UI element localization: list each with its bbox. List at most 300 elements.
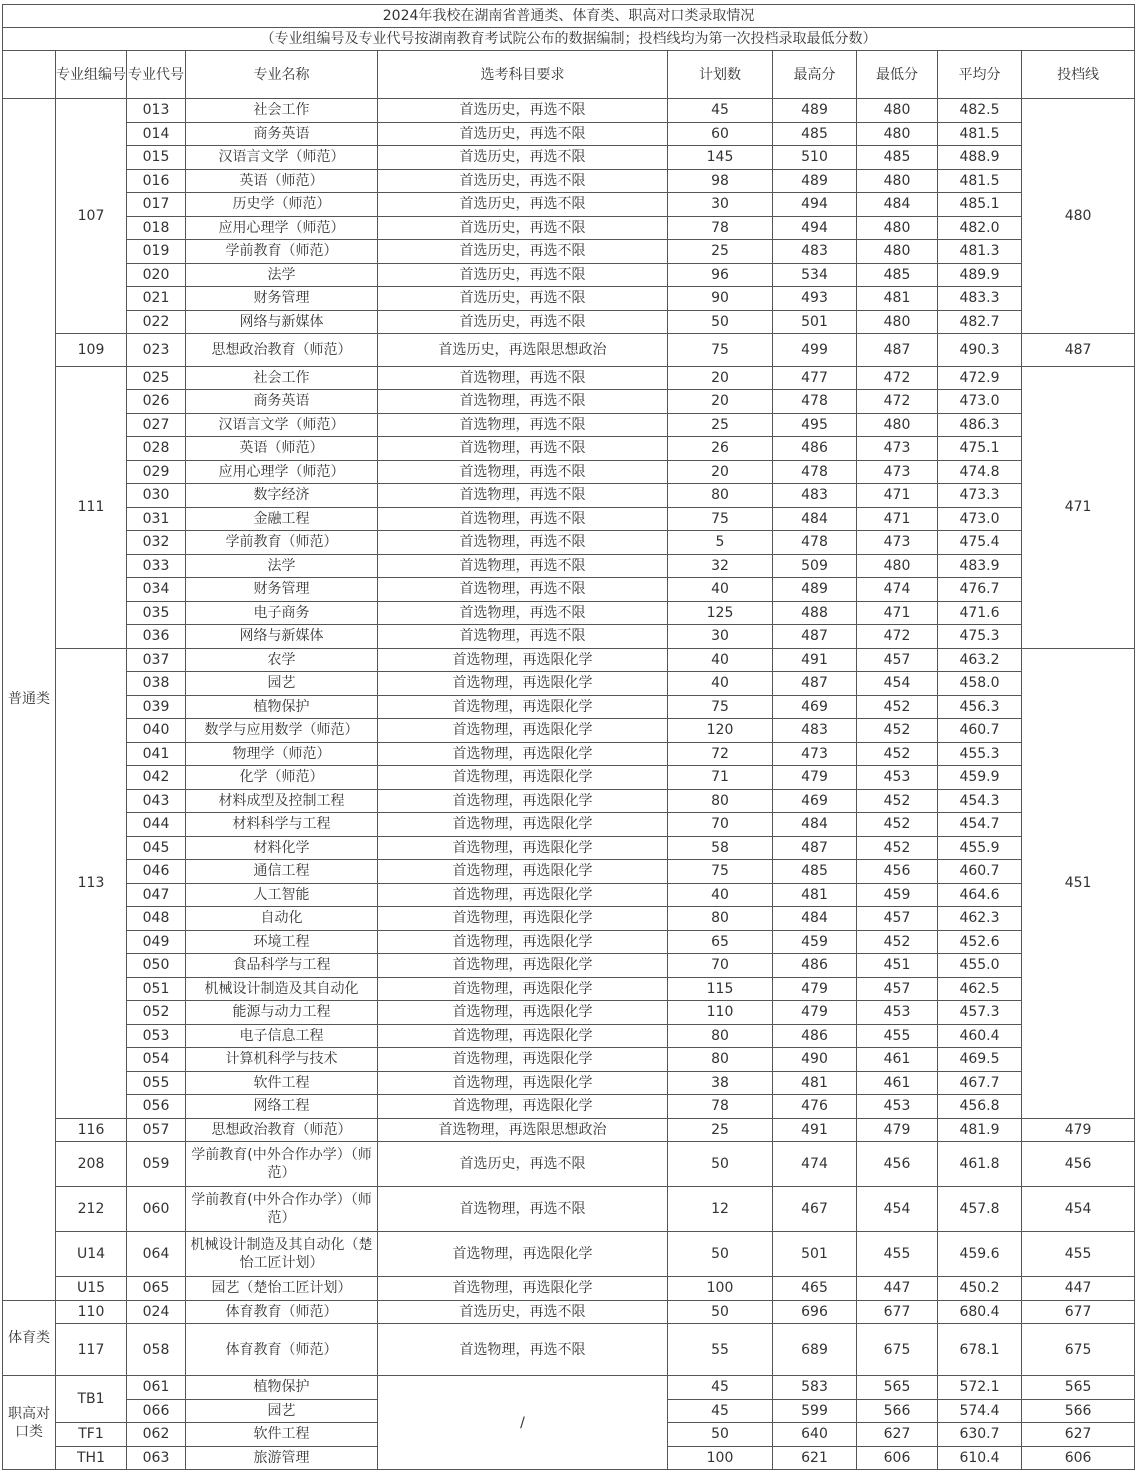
max-score: 485 bbox=[773, 122, 857, 146]
max-score: 478 bbox=[773, 390, 857, 414]
subject-requirement: 首选物理，再选限化学 bbox=[378, 836, 668, 860]
table-row bbox=[3, 216, 1135, 240]
min-score: 457 bbox=[857, 907, 938, 931]
major-code: 018 bbox=[127, 216, 186, 240]
major-name: 学前教育（师范） bbox=[186, 240, 378, 264]
min-score: 565 bbox=[857, 1376, 938, 1400]
header-min: 最低分 bbox=[857, 51, 938, 99]
table-row bbox=[3, 122, 1135, 146]
avg-score: 678.1 bbox=[938, 1324, 1022, 1376]
major-code: 056 bbox=[127, 1095, 186, 1119]
major-code: 064 bbox=[127, 1232, 186, 1277]
group-number: 116 bbox=[56, 1118, 127, 1142]
major-code: 014 bbox=[127, 122, 186, 146]
plan-count: 115 bbox=[668, 977, 773, 1001]
table-row bbox=[3, 695, 1135, 719]
major-name: 农学 bbox=[186, 648, 378, 672]
plan-count: 80 bbox=[668, 484, 773, 508]
avg-score: 482.5 bbox=[938, 99, 1022, 123]
avg-score: 461.8 bbox=[938, 1142, 1022, 1187]
plan-count: 75 bbox=[668, 507, 773, 531]
subject-requirement: / bbox=[378, 1376, 668, 1470]
table-row bbox=[3, 334, 1135, 367]
cutoff-score: 454 bbox=[1022, 1187, 1135, 1232]
avg-score: 475.3 bbox=[938, 625, 1022, 649]
table-row bbox=[3, 836, 1135, 860]
major-code: 047 bbox=[127, 883, 186, 907]
subject-requirement: 首选物理，再选不限 bbox=[378, 460, 668, 484]
max-score: 621 bbox=[773, 1446, 857, 1470]
major-name: 网络与新媒体 bbox=[186, 310, 378, 334]
max-score: 491 bbox=[773, 648, 857, 672]
major-name: 体育教育（师范） bbox=[186, 1324, 378, 1376]
avg-score: 475.4 bbox=[938, 531, 1022, 555]
cutoff-score: 479 bbox=[1022, 1118, 1135, 1142]
max-score: 493 bbox=[773, 287, 857, 311]
min-score: 480 bbox=[857, 216, 938, 240]
subject-requirement: 首选历史，再选不限 bbox=[378, 193, 668, 217]
min-score: 452 bbox=[857, 695, 938, 719]
major-name: 电子商务 bbox=[186, 601, 378, 625]
major-code: 051 bbox=[127, 977, 186, 1001]
major-name: 园艺 bbox=[186, 672, 378, 696]
major-name: 商务英语 bbox=[186, 122, 378, 146]
plan-count: 100 bbox=[668, 1277, 773, 1301]
major-name: 数字经济 bbox=[186, 484, 378, 508]
min-score: 456 bbox=[857, 860, 938, 884]
table-row bbox=[3, 977, 1135, 1001]
table-row bbox=[3, 648, 1135, 672]
max-score: 469 bbox=[773, 789, 857, 813]
subject-requirement: 首选物理，再选限化学 bbox=[378, 648, 668, 672]
subject-requirement: 首选历史，再选不限 bbox=[378, 99, 668, 123]
major-code: 015 bbox=[127, 146, 186, 170]
min-score: 457 bbox=[857, 648, 938, 672]
major-code: 013 bbox=[127, 99, 186, 123]
max-score: 479 bbox=[773, 1001, 857, 1025]
plan-count: 125 bbox=[668, 601, 773, 625]
subject-requirement: 首选物理，再选不限 bbox=[378, 601, 668, 625]
subject-requirement: 首选物理，再选限化学 bbox=[378, 954, 668, 978]
header-subjects: 选考科目要求 bbox=[378, 51, 668, 99]
plan-count: 72 bbox=[668, 742, 773, 766]
table-row bbox=[3, 1095, 1135, 1119]
avg-score: 471.6 bbox=[938, 601, 1022, 625]
max-score: 494 bbox=[773, 216, 857, 240]
subject-requirement: 首选历史，再选限思想政治 bbox=[378, 334, 668, 367]
subject-requirement: 首选历史，再选不限 bbox=[378, 263, 668, 287]
group-number: 208 bbox=[56, 1142, 127, 1187]
min-score: 471 bbox=[857, 507, 938, 531]
major-code: 053 bbox=[127, 1024, 186, 1048]
subject-requirement: 首选物理，再选不限 bbox=[378, 484, 668, 508]
plan-count: 60 bbox=[668, 122, 773, 146]
note-row bbox=[3, 28, 1135, 51]
min-score: 455 bbox=[857, 1024, 938, 1048]
max-score: 467 bbox=[773, 1187, 857, 1232]
header-avg: 平均分 bbox=[938, 51, 1022, 99]
major-name: 社会工作 bbox=[186, 99, 378, 123]
major-name: 法学 bbox=[186, 263, 378, 287]
subject-requirement: 首选历史，再选不限 bbox=[378, 1300, 668, 1324]
max-score: 478 bbox=[773, 531, 857, 555]
table-body bbox=[3, 5, 1135, 1470]
avg-score: 482.0 bbox=[938, 216, 1022, 240]
min-score: 453 bbox=[857, 1095, 938, 1119]
major-name: 能源与动力工程 bbox=[186, 1001, 378, 1025]
major-code: 019 bbox=[127, 240, 186, 264]
cutoff-score: 447 bbox=[1022, 1277, 1135, 1301]
plan-count: 50 bbox=[668, 310, 773, 334]
subject-requirement: 首选物理，再选限化学 bbox=[378, 1024, 668, 1048]
cutoff-score: 471 bbox=[1022, 366, 1135, 648]
avg-score: 455.0 bbox=[938, 954, 1022, 978]
min-score: 485 bbox=[857, 146, 938, 170]
plan-count: 45 bbox=[668, 1376, 773, 1400]
major-name: 英语（师范） bbox=[186, 169, 378, 193]
subject-requirement: 首选历史，再选不限 bbox=[378, 310, 668, 334]
table-title: 2024年我校在湖南省普通类、体育类、职高对口类录取情况 bbox=[3, 5, 1135, 28]
major-name: 旅游管理 bbox=[186, 1446, 378, 1470]
avg-score: 483.3 bbox=[938, 287, 1022, 311]
plan-count: 96 bbox=[668, 263, 773, 287]
avg-score: 481.3 bbox=[938, 240, 1022, 264]
major-code: 045 bbox=[127, 836, 186, 860]
plan-count: 25 bbox=[668, 1118, 773, 1142]
plan-count: 20 bbox=[668, 460, 773, 484]
avg-score: 460.7 bbox=[938, 860, 1022, 884]
group-number: TB1 bbox=[56, 1376, 127, 1423]
max-score: 501 bbox=[773, 310, 857, 334]
avg-score: 481.9 bbox=[938, 1118, 1022, 1142]
plan-count: 78 bbox=[668, 216, 773, 240]
cutoff-score: 455 bbox=[1022, 1232, 1135, 1277]
table-row bbox=[3, 1142, 1135, 1187]
min-score: 473 bbox=[857, 437, 938, 461]
plan-count: 80 bbox=[668, 1024, 773, 1048]
major-name: 汉语言文学（师范） bbox=[186, 413, 378, 437]
min-score: 461 bbox=[857, 1071, 938, 1095]
category-label: 普通类 bbox=[3, 99, 56, 1301]
subject-requirement: 首选物理，再选限化学 bbox=[378, 907, 668, 931]
table-row bbox=[3, 930, 1135, 954]
avg-score: 459.6 bbox=[938, 1232, 1022, 1277]
subject-requirement: 首选物理，再选限化学 bbox=[378, 813, 668, 837]
table-row bbox=[3, 99, 1135, 123]
major-code: 026 bbox=[127, 390, 186, 414]
table-row bbox=[3, 719, 1135, 743]
table-row bbox=[3, 507, 1135, 531]
avg-score: 458.0 bbox=[938, 672, 1022, 696]
min-score: 457 bbox=[857, 977, 938, 1001]
min-score: 453 bbox=[857, 1001, 938, 1025]
subject-requirement: 首选物理，再选限思想政治 bbox=[378, 1118, 668, 1142]
max-score: 481 bbox=[773, 883, 857, 907]
plan-count: 30 bbox=[668, 193, 773, 217]
min-score: 474 bbox=[857, 578, 938, 602]
min-score: 452 bbox=[857, 813, 938, 837]
avg-score: 680.4 bbox=[938, 1300, 1022, 1324]
avg-score: 459.9 bbox=[938, 766, 1022, 790]
subject-requirement: 首选物理，再选不限 bbox=[378, 366, 668, 390]
max-score: 489 bbox=[773, 578, 857, 602]
plan-count: 30 bbox=[668, 625, 773, 649]
subject-requirement: 首选物理，再选限化学 bbox=[378, 789, 668, 813]
table-row bbox=[3, 531, 1135, 555]
plan-count: 50 bbox=[668, 1232, 773, 1277]
max-score: 696 bbox=[773, 1300, 857, 1324]
plan-count: 25 bbox=[668, 413, 773, 437]
table-row bbox=[3, 1001, 1135, 1025]
major-name: 金融工程 bbox=[186, 507, 378, 531]
avg-score: 457.3 bbox=[938, 1001, 1022, 1025]
max-score: 474 bbox=[773, 1142, 857, 1187]
plan-count: 20 bbox=[668, 390, 773, 414]
major-code: 037 bbox=[127, 648, 186, 672]
subject-requirement: 首选物理，再选限化学 bbox=[378, 766, 668, 790]
table-row bbox=[3, 813, 1135, 837]
table-row bbox=[3, 1277, 1135, 1301]
cutoff-score: 451 bbox=[1022, 648, 1135, 1118]
subject-requirement: 首选物理，再选不限 bbox=[378, 625, 668, 649]
plan-count: 40 bbox=[668, 883, 773, 907]
major-code: 059 bbox=[127, 1142, 186, 1187]
max-score: 486 bbox=[773, 437, 857, 461]
plan-count: 78 bbox=[668, 1095, 773, 1119]
table-row bbox=[3, 766, 1135, 790]
major-name: 化学（师范） bbox=[186, 766, 378, 790]
table-row bbox=[3, 390, 1135, 414]
table-row bbox=[3, 484, 1135, 508]
max-score: 486 bbox=[773, 954, 857, 978]
subject-requirement: 首选历史，再选不限 bbox=[378, 287, 668, 311]
min-score: 453 bbox=[857, 766, 938, 790]
major-code: 034 bbox=[127, 578, 186, 602]
table-row bbox=[3, 601, 1135, 625]
major-code: 048 bbox=[127, 907, 186, 931]
table-row bbox=[3, 789, 1135, 813]
major-name: 财务管理 bbox=[186, 287, 378, 311]
major-name: 环境工程 bbox=[186, 930, 378, 954]
major-name: 植物保护 bbox=[186, 1376, 378, 1400]
subject-requirement: 首选物理，再选限化学 bbox=[378, 1277, 668, 1301]
max-score: 481 bbox=[773, 1071, 857, 1095]
table-row bbox=[3, 672, 1135, 696]
subject-requirement: 首选物理，再选不限 bbox=[378, 437, 668, 461]
table-row bbox=[3, 169, 1135, 193]
major-name: 材料化学 bbox=[186, 836, 378, 860]
subject-requirement: 首选物理，再选不限 bbox=[378, 390, 668, 414]
major-code: 044 bbox=[127, 813, 186, 837]
avg-score: 469.5 bbox=[938, 1048, 1022, 1072]
major-code: 021 bbox=[127, 287, 186, 311]
cutoff-score: 606 bbox=[1022, 1446, 1135, 1470]
header-plan: 计划数 bbox=[668, 51, 773, 99]
plan-count: 45 bbox=[668, 1399, 773, 1423]
table-row bbox=[3, 860, 1135, 884]
subject-requirement: 首选物理，再选限化学 bbox=[378, 695, 668, 719]
cutoff-score: 487 bbox=[1022, 334, 1135, 367]
min-score: 454 bbox=[857, 1187, 938, 1232]
avg-score: 460.4 bbox=[938, 1024, 1022, 1048]
table-row bbox=[3, 907, 1135, 931]
plan-count: 90 bbox=[668, 287, 773, 311]
max-score: 489 bbox=[773, 169, 857, 193]
min-score: 472 bbox=[857, 625, 938, 649]
subject-requirement: 首选物理，再选限化学 bbox=[378, 1001, 668, 1025]
major-name: 网络工程 bbox=[186, 1095, 378, 1119]
table-row bbox=[3, 263, 1135, 287]
avg-score: 467.7 bbox=[938, 1071, 1022, 1095]
max-score: 487 bbox=[773, 836, 857, 860]
major-code: 052 bbox=[127, 1001, 186, 1025]
plan-count: 40 bbox=[668, 578, 773, 602]
plan-count: 80 bbox=[668, 1048, 773, 1072]
subject-requirement: 首选物理，再选限化学 bbox=[378, 1232, 668, 1277]
plan-count: 20 bbox=[668, 366, 773, 390]
avg-score: 475.1 bbox=[938, 437, 1022, 461]
min-score: 480 bbox=[857, 122, 938, 146]
min-score: 451 bbox=[857, 954, 938, 978]
major-name: 思想政治教育（师范） bbox=[186, 334, 378, 367]
admission-table bbox=[2, 4, 1135, 1470]
avg-score: 630.7 bbox=[938, 1423, 1022, 1447]
table-row bbox=[3, 1048, 1135, 1072]
max-score: 487 bbox=[773, 672, 857, 696]
max-score: 488 bbox=[773, 601, 857, 625]
avg-score: 473.0 bbox=[938, 390, 1022, 414]
max-score: 476 bbox=[773, 1095, 857, 1119]
avg-score: 464.6 bbox=[938, 883, 1022, 907]
avg-score: 482.7 bbox=[938, 310, 1022, 334]
major-name: 学前教育（师范） bbox=[186, 531, 378, 555]
table-row bbox=[3, 1300, 1135, 1324]
major-code: 035 bbox=[127, 601, 186, 625]
plan-count: 80 bbox=[668, 789, 773, 813]
group-number: 111 bbox=[56, 366, 127, 648]
major-name: 通信工程 bbox=[186, 860, 378, 884]
cutoff-score: 627 bbox=[1022, 1423, 1135, 1447]
subject-requirement: 首选物理，再选限化学 bbox=[378, 742, 668, 766]
max-score: 483 bbox=[773, 240, 857, 264]
table-row bbox=[3, 366, 1135, 390]
min-score: 480 bbox=[857, 310, 938, 334]
avg-score: 610.4 bbox=[938, 1446, 1022, 1470]
subject-requirement: 首选物理，再选限化学 bbox=[378, 719, 668, 743]
plan-count: 75 bbox=[668, 334, 773, 367]
category-label: 职高对口类 bbox=[3, 1376, 56, 1470]
plan-count: 98 bbox=[668, 169, 773, 193]
group-number: 109 bbox=[56, 334, 127, 367]
min-score: 452 bbox=[857, 719, 938, 743]
major-name: 应用心理学（师范） bbox=[186, 460, 378, 484]
table-row bbox=[3, 460, 1135, 484]
min-score: 455 bbox=[857, 1232, 938, 1277]
major-code: 027 bbox=[127, 413, 186, 437]
major-name: 软件工程 bbox=[186, 1071, 378, 1095]
table-row bbox=[3, 1024, 1135, 1048]
max-score: 534 bbox=[773, 263, 857, 287]
avg-score: 456.8 bbox=[938, 1095, 1022, 1119]
table-row bbox=[3, 437, 1135, 461]
min-score: 452 bbox=[857, 836, 938, 860]
table-row bbox=[3, 554, 1135, 578]
major-name: 学前教育(中外合作办学）（师范） bbox=[186, 1142, 378, 1187]
major-name: 计算机科学与技术 bbox=[186, 1048, 378, 1072]
min-score: 606 bbox=[857, 1446, 938, 1470]
max-score: 501 bbox=[773, 1232, 857, 1277]
subject-requirement: 首选历史，再选不限 bbox=[378, 169, 668, 193]
group-number: U14 bbox=[56, 1232, 127, 1277]
plan-count: 50 bbox=[668, 1423, 773, 1447]
cutoff-score: 677 bbox=[1022, 1300, 1135, 1324]
major-code: 016 bbox=[127, 169, 186, 193]
major-name: 人工智能 bbox=[186, 883, 378, 907]
min-score: 480 bbox=[857, 413, 938, 437]
max-score: 689 bbox=[773, 1324, 857, 1376]
min-score: 479 bbox=[857, 1118, 938, 1142]
avg-score: 481.5 bbox=[938, 122, 1022, 146]
plan-count: 12 bbox=[668, 1187, 773, 1232]
plan-count: 26 bbox=[668, 437, 773, 461]
major-code: 020 bbox=[127, 263, 186, 287]
min-score: 627 bbox=[857, 1423, 938, 1447]
major-code: 046 bbox=[127, 860, 186, 884]
min-score: 461 bbox=[857, 1048, 938, 1072]
min-score: 480 bbox=[857, 554, 938, 578]
major-code: 042 bbox=[127, 766, 186, 790]
max-score: 491 bbox=[773, 1118, 857, 1142]
table-row bbox=[3, 240, 1135, 264]
plan-count: 70 bbox=[668, 954, 773, 978]
subject-requirement: 首选物理，再选不限 bbox=[378, 1324, 668, 1376]
max-score: 486 bbox=[773, 1024, 857, 1048]
major-name: 植物保护 bbox=[186, 695, 378, 719]
max-score: 483 bbox=[773, 719, 857, 743]
major-code: 057 bbox=[127, 1118, 186, 1142]
max-score: 640 bbox=[773, 1423, 857, 1447]
major-code: 031 bbox=[127, 507, 186, 531]
table-row bbox=[3, 1187, 1135, 1232]
major-name: 数学与应用数学（师范） bbox=[186, 719, 378, 743]
group-number: 212 bbox=[56, 1187, 127, 1232]
major-name: 财务管理 bbox=[186, 578, 378, 602]
min-score: 456 bbox=[857, 1142, 938, 1187]
header-name: 专业名称 bbox=[186, 51, 378, 99]
major-name: 食品科学与工程 bbox=[186, 954, 378, 978]
max-score: 473 bbox=[773, 742, 857, 766]
table-row bbox=[3, 310, 1135, 334]
subject-requirement: 首选物理，再选不限 bbox=[378, 578, 668, 602]
max-score: 510 bbox=[773, 146, 857, 170]
avg-score: 483.9 bbox=[938, 554, 1022, 578]
avg-score: 462.3 bbox=[938, 907, 1022, 931]
avg-score: 474.8 bbox=[938, 460, 1022, 484]
major-code: 017 bbox=[127, 193, 186, 217]
major-code: 025 bbox=[127, 366, 186, 390]
major-code: 033 bbox=[127, 554, 186, 578]
table-row bbox=[3, 1376, 1135, 1400]
plan-count: 58 bbox=[668, 836, 773, 860]
major-code: 066 bbox=[127, 1399, 186, 1423]
plan-count: 71 bbox=[668, 766, 773, 790]
max-score: 478 bbox=[773, 460, 857, 484]
avg-score: 481.5 bbox=[938, 169, 1022, 193]
plan-count: 45 bbox=[668, 99, 773, 123]
plan-count: 40 bbox=[668, 672, 773, 696]
avg-score: 455.3 bbox=[938, 742, 1022, 766]
admission-document bbox=[2, 4, 1135, 1470]
